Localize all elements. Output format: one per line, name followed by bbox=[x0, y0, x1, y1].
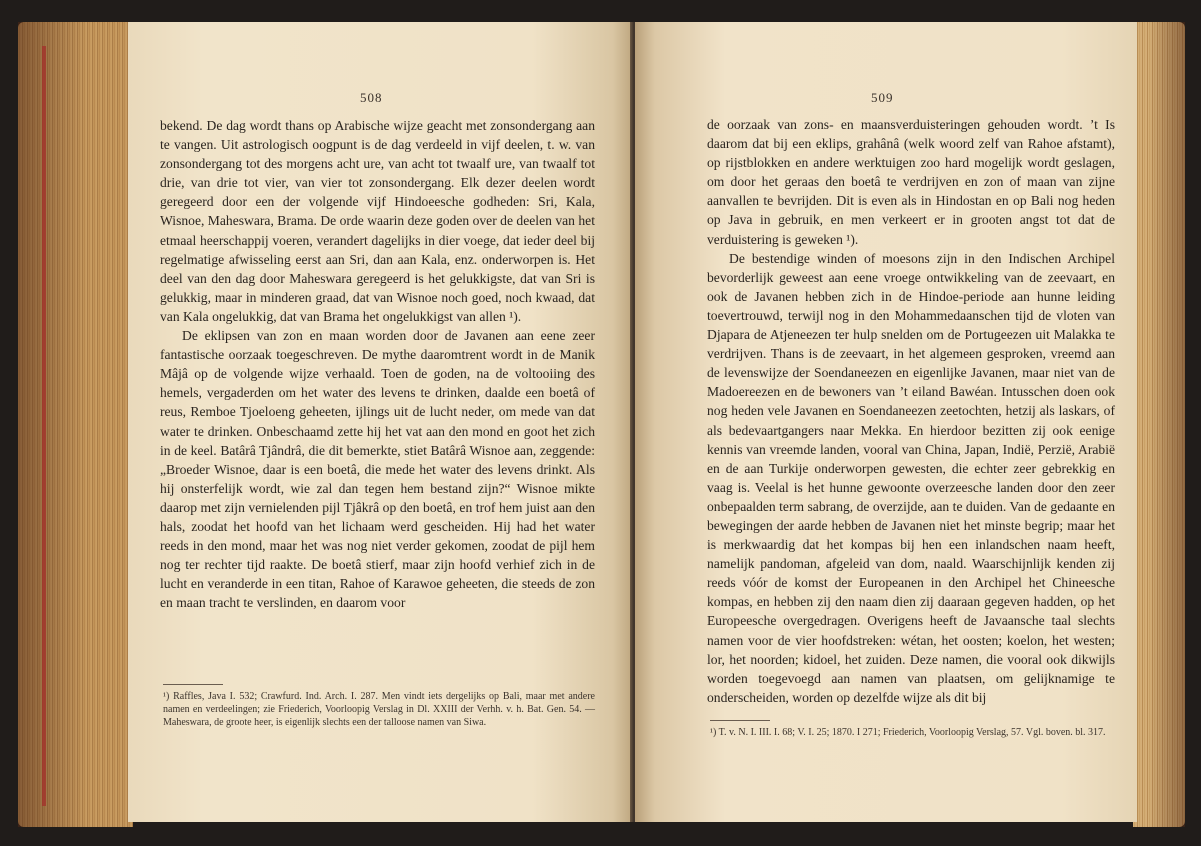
left-page-stack bbox=[18, 22, 133, 827]
left-footnote: ¹) Raffles, Java I. 532; Crawfurd. Ind. Arch. I. 287. Men vindt iets dergelijks op Bali, maar met andere namen en verdeelingen; zie Friederich, Voorloopig Verslag in Dl. XXIII der Verhh. v. h. Bat. Gen. 54. — Maheswara, de groote heer, is eigenlijk slechts een der talloose namen van Siwa. bbox=[163, 691, 595, 728]
left-stack-shade bbox=[18, 22, 133, 827]
left-footnote-rule bbox=[163, 684, 223, 685]
right-footnote-rule bbox=[710, 720, 770, 721]
left-paragraph-2: De eklipsen van zon en maan worden door de Javanen aan eene zeer fantastische oorzaak toegeschreven. De mythe daaromtrent wordt in de Manik Mâjâ op de volgende wijze verhaald. Toen de goden, na de voltooiing des hemels, vergaderden om het water des levens te drinken, daalde een boetâ of reus, Remboe Tjoeloeng geheeten, ijlings uit de lucht neder, om mede van dat water te drinken. Onbeschaamd zette hij het vat aan den mond en goot het zich in de keel. Batârâ Tjândrâ, die dit bemerkte, stiet Batârâ Wisnoe aan, zeggende: „Broeder Wisnoe, daar is een boetâ, die mede het water des levens drinkt. Als hij onsterfelijk wordt, wie zal dan tegen hem bestand zijn?“ Wisnoe mikte daarop met zijn vernielenden pijl Tjâkrâ op den boetâ, en trof hem juist aan den hals, zoodat het hoofd van het lichaam werd gescheiden. Hij had het water reeds in den mond, maar het was nog niet verder gekomen, zoodat de pijl hem nog ter rechter tijd raakte. De boetâ stierf, maar zijn hoofd verhief zich in de lucht en veranderde in een titan, Rahoe of Karawoe geheeten, die steeds de zon en maan tracht te verslinden, en daarom voor bbox=[160, 328, 595, 611]
left-stack-red-edge bbox=[42, 46, 46, 806]
left-paragraph-1: bekend. De dag wordt thans op Arabische wijze geacht met zonsondergang aan te vangen. Uit astrologisch oogpunt is de dag verdeeld in vijf deelen, t. w. van zonsondergang tot des morgens acht ure, van acht tot twaalf ure, van twaalf tot drie, van drie tot vier, van vier tot zonsondergang. Elk dezer deelen wordt geregeerd door een der volgende vijf Hindoeesche godheden: Sri, Kala, Wisnoe, Maheswara, Brama. De orde waarin deze goden over de deelen van het etmaal heerschappij voeren, verandert dagelijks in dier voege, dat ieder deel bij regelmatige afwisseling eerst aan Sri, dan aan Kala, enz. onderworpen is. Het deel van den dag door Maheswara geregeerd is het gelukkigste, dat van Sri is gelukkig, maar in minderen graad, dat van Wisnoe noch goed, noch kwaad, dat van Kala ongelukkig, dat van Brama het ongelukkigst van allen ¹). bbox=[160, 118, 595, 324]
right-paragraph-1: de oorzaak van zons- en maansverduisteringen gehouden wordt. ’t Is daarom dat bij een eklips, grahânâ (welk woord zelf van Rahoe afstamt), op rijstblokken en andere werktuigen zoo hard mogelijk wordt geslagen, om door het geraas den boetâ te verdrijven en zon of maan van zijne aanvallen te bevrijden. Dit is even als in Hindostan en op Bali nog heden op Java in gebruik, en men verkeert er in grooten angst tot dat de verduistering is geweken ¹). bbox=[707, 117, 1115, 247]
left-page-number: 508 bbox=[360, 90, 383, 105]
right-paragraph-2: De bestendige winden of moesons zijn in den Indischen Archipel bevorderlijk geweest aan eene vroege ontwikkeling van de zeevaart, en ook de Javanen hebben zich in de Hindoe-periode aan hunne leiding toevertrouwd, terwijl nog in den Mohammedaanschen tijd de vloten van Djapara de Atjeneezen ter hulp snelden om de Portugeezen uit Malakka te verdrijven. Thans is de zeevaart, in het algemeen gesproken, vreemd aan de levenswijze der Soendaneezen en eigenlijke Javanen, maar niet van de Madoereezen en de bewoners van ’t eiland Bawéan. Intusschen doen ook nog heden vele Javanen en Soendaneezen zeetochten, hetzij als laskars, of als bedevaartgangers naar Mekka. En hierdoor bezitten zij ook eenige kennis van vreemde landen, vooral van China, Japan, Indië, Perzië, Arabië en de aan Turkije onderworpen gewesten, die echter zeer gebrekkig en vaag is. Veelal is het hunne gewoonte overzeesche landen door den zeer onbepaalden term sabrang, de overzijde, aan te duiden. Van de gedaante en bewegingen der aarde hebben de Javanen niet het minste begrip; maar het is merkwaardig dat het kompas bij hen een inlandschen naam heeft, namelijk pandoman, afgeleid van dom, naald. Waarschijnlijk kenden zij reeds vóór de komst der Europeanen in den Archipel het Chineesche kompas, en hebben zij den naam dien zij daaraan gegeven hadden, op het Europeesche overgedragen. Overigens heeft de Javaansche taal slechts namen voor de vier hoofdstreken: wétan, het oosten; koelon, het westen; lor, het noorden; kidoel, het zuiden. Deze namen, die vooral ook dikwijls worden toegevoegd aan namen van plaatsen, om gelijknamige te onderscheiden, worden op dezelfde wijze als dit bij bbox=[707, 250, 1115, 705]
right-page-number: 509 bbox=[871, 90, 894, 105]
right-body-text bbox=[707, 115, 1115, 707]
left-page bbox=[128, 22, 633, 822]
left-body-text bbox=[160, 116, 595, 612]
right-page-stack bbox=[1133, 22, 1185, 827]
right-page bbox=[635, 22, 1137, 822]
right-footnote: ¹) T. v. N. I. III. I. 68; V. I. 25; 1870. I 271; Friederich, Voorloopig Verslag, 57. Vgl. boven. bl. 317. bbox=[710, 727, 1106, 738]
right-stack-shade bbox=[1133, 22, 1185, 827]
